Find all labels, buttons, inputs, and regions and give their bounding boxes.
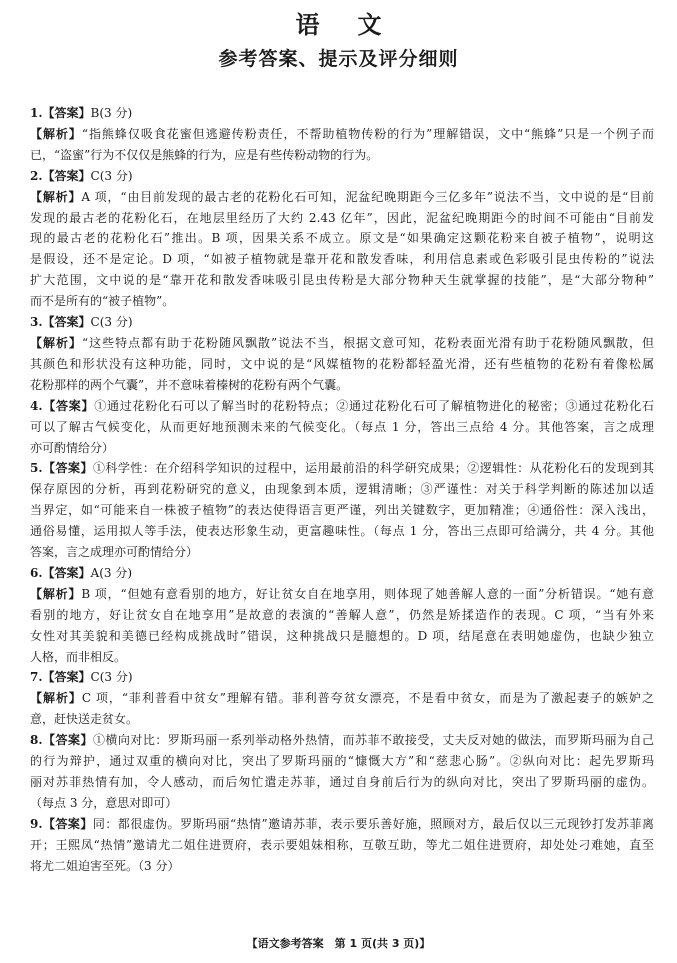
answer-tag: 【答案】: [42, 398, 95, 413]
answer-text: 其颜色和形状没有这种功能，同时，文中说的是“风媒植物的花粉都轻盈光滑，还有些植物的花粉有着像松属: [30, 356, 654, 371]
answer-line: [30, 751, 654, 772]
answer-line: [30, 772, 654, 793]
answer-text: C 项，“菲利普看中贫女”理解有错。菲利普夸贫女漂亮，不是看中贫女，而是为了激起妻子的嫉妒之: [81, 691, 654, 706]
answer-tag: 【答案】: [42, 670, 91, 685]
answer-line: [30, 438, 654, 459]
answer-line: [30, 145, 654, 166]
page-footer: 【语文参考答案 第 1 页(共 3 页)】: [246, 937, 431, 950]
answer-line: [30, 228, 654, 249]
answer-text: “这些特点都有助于花粉随风飘散”说法不当，根据文意可知，花粉表面光滑有助于花粉随风飘散，但: [81, 335, 654, 350]
question-number: 4.: [30, 398, 43, 413]
answer-line: [30, 563, 654, 584]
answer-line: [30, 835, 654, 856]
answer-text: 答案，言之成理亦可酌情给分）: [30, 545, 199, 560]
answer-line: [30, 291, 654, 312]
answer-text: 而不是所有的“被子植物”。: [30, 294, 175, 309]
answer-line: [30, 709, 654, 730]
answer-line: [30, 542, 654, 563]
answer-text: A 项，“由目前发现的最古老的花粉化石可知，泥盆纪晚期距今三亿多年”说法不当，文中说的是“目前: [81, 189, 654, 204]
answer-line: [30, 793, 654, 814]
answer-line: [30, 730, 654, 751]
answer-text: 扩大范围，文中说的是“靠开花和散发香味吸引昆虫传粉是大部分物种天生就掌握的技能”，是“大部分物种”: [30, 273, 654, 288]
answer-text: 亦可酌情给分）: [30, 440, 115, 455]
answer-line: [30, 521, 654, 542]
answer-tag: 【答案】: [42, 315, 91, 330]
question-number: 6.: [30, 565, 43, 580]
answer-line: [30, 647, 654, 668]
answer-tag: 【解析】: [30, 189, 82, 204]
answer-line: [30, 667, 654, 688]
answer-line: [30, 103, 654, 124]
answer-text: 意，赶快送走贫女。: [30, 712, 139, 727]
answer-text: C(3 分): [90, 315, 133, 330]
answer-line: [30, 396, 654, 417]
answer-line: [30, 333, 654, 354]
question-number: 1.: [30, 106, 43, 120]
answer-text: B(3 分): [90, 106, 133, 120]
page-title: 语文: [295, 11, 420, 39]
answer-tag: 【答案】: [42, 106, 91, 120]
answer-line: [30, 500, 654, 521]
answer-text: 可以了解古气候变化，从而更好地预测未来的气候变化。（每点 1 分，答出三点给 4 分。其他答案，言之成理: [30, 419, 654, 434]
answer-text: 的行为辩护，通过双重的横向对比，突出了罗斯玛丽的“慷慨大方”和“慈悲心肠”。②纵向对比：起先罗斯玛: [30, 754, 654, 769]
answer-text: 人格，而非相反。: [30, 649, 127, 664]
answer-line: [30, 458, 654, 479]
question-number: 7.: [30, 670, 43, 685]
answer-text: 是假设，还不是定论。D 项，“如被子植物就是靠开花和散发香味，利用信息素或色彩吸引昆虫传粉的”说法: [30, 252, 654, 267]
question-number: 9.: [30, 816, 43, 831]
answer-line: [30, 124, 654, 145]
page-subtitle: 参考答案、提示及评分细则: [218, 48, 459, 70]
answer-line: [30, 605, 654, 626]
answer-text: ①科学性：在介绍科学知识的过程中，运用最前沿的科学研究成果；②逻辑性：从花粉化石的发现到其: [92, 461, 654, 476]
answer-line: [30, 249, 654, 270]
answer-text: 开；王熙凤“热情”邀请尤二姐住进贾府，表示要姐妹相称，互敬互助，等尤二姐住进贾府，却处处刁难她，直至: [30, 837, 654, 852]
answer-line: [30, 208, 654, 229]
answer-line: [30, 814, 654, 835]
answer-text: 发现的最古老的花粉化石，在地层里经历了大约 2.43 亿年”，因此，泥盆纪晚期距今的时间不可能由“目前发: [30, 210, 654, 225]
answer-line: [30, 688, 654, 709]
answer-tag: 【答案】: [42, 461, 93, 476]
question-number: 5.: [30, 461, 43, 476]
answer-content: [30, 103, 654, 877]
answer-line: [30, 584, 654, 605]
answer-text: 花粉那样的两个气囊”，并不意味着榛树的花粉有两个气囊。: [30, 377, 349, 392]
answer-text: 将尤二姐迫害至死。（3 分）: [30, 858, 180, 873]
answer-line: [30, 856, 654, 877]
answer-tag: 【答案】: [42, 168, 91, 183]
answer-line: [30, 479, 654, 500]
answer-text: 女性对其美貌和美德已经构成挑战时”错误，这种挑战只是臆想的。D 项，结尾意在表明她虚伪，也缺少独立: [30, 628, 654, 643]
answer-text: ①横向对比：罗斯玛丽一系列举动格外热情，而苏菲不敢接受，丈夫反对她的做法，而罗斯玛丽为自己: [92, 733, 654, 748]
question-number: 3.: [30, 315, 43, 330]
answer-text: A(3 分): [90, 565, 133, 580]
answer-tag: 【答案】: [42, 565, 91, 580]
answer-text: （每点 3 分，意思对即可）: [30, 795, 178, 810]
answer-text: B 项，“但她有意看别的地方，好让贫女自在地享用，则体现了她善解人意的一面”分析错误。“她有意: [81, 586, 654, 601]
answer-tag: 【解析】: [30, 335, 82, 350]
answer-text: 丽对苏菲热情有加，令人感动，而后匆忙遣走苏菲，通过自身前后行为的纵向对比，突出了罗斯玛丽的虚伪。: [30, 775, 654, 789]
answer-text: ①通过花粉化石可以了解当时的花粉特点；②通过花粉化石可了解植物进化的秘密；③通过花粉化石: [94, 398, 654, 413]
answer-line: [30, 375, 654, 396]
answer-text: 保存原因的分析，再到花粉研究的意义，由现象到本质，逻辑清晰；③严谨性：对关于科学判断的陈述加以适: [30, 482, 654, 497]
answer-text: C(3 分): [90, 168, 133, 183]
answer-tag: 【答案】: [42, 816, 93, 831]
answer-text: C(3 分): [90, 670, 133, 685]
answer-line: [30, 417, 654, 438]
answer-text: 已，“盗蜜”行为不仅仅是熊蜂的行为，应是有些传粉动物的行为。: [30, 147, 379, 162]
answer-text: 现的最古老的花粉化石”推出。B 项，因果关系不成立。原文是“如果确定这颗花粉来自被子植物”，说明这: [30, 231, 654, 246]
answer-text: “指熊蜂仅吸食花蜜但逃避传粉责任，不帮助植物传粉的行为”理解错误，文中“熊蜂”只是一个例子而: [81, 126, 654, 141]
answer-line: [30, 270, 654, 291]
question-number: 8.: [30, 733, 43, 748]
answer-line: [30, 187, 654, 208]
answer-line: [30, 166, 654, 187]
question-number: 2.: [30, 168, 43, 183]
answer-text: 看别的地方，好让贫女自在地享用”是故意的表演的“善解人意”，仍然是矫揉造作的表现。C 项，“当有外来: [30, 607, 654, 622]
answer-tag: 【解析】: [30, 691, 82, 706]
answer-text: 当界定，如“可能来自一株被子植物”的表达使得语言更严谨，列出关键数字，更加精准；④通俗性：深入浅出，: [30, 503, 654, 518]
answer-tag: 【解析】: [30, 586, 82, 601]
answer-line: [30, 312, 654, 333]
answer-line: [30, 626, 654, 647]
answer-tag: 【解析】: [30, 126, 82, 141]
answer-line: [30, 354, 654, 375]
answer-text: 同：都很虚伪。罗斯玛丽“热情”邀请苏菲，表示要乐善好施，照顾对方，最后仅以三元现钞打发苏菲离: [92, 816, 654, 831]
answer-tag: 【答案】: [42, 733, 93, 748]
answer-text: 通俗易懂，运用拟人等手法，使表达形象生动，更富趣味性。（每点 1 分，答出三点即可给满分，共 4 分。其他: [30, 524, 654, 539]
